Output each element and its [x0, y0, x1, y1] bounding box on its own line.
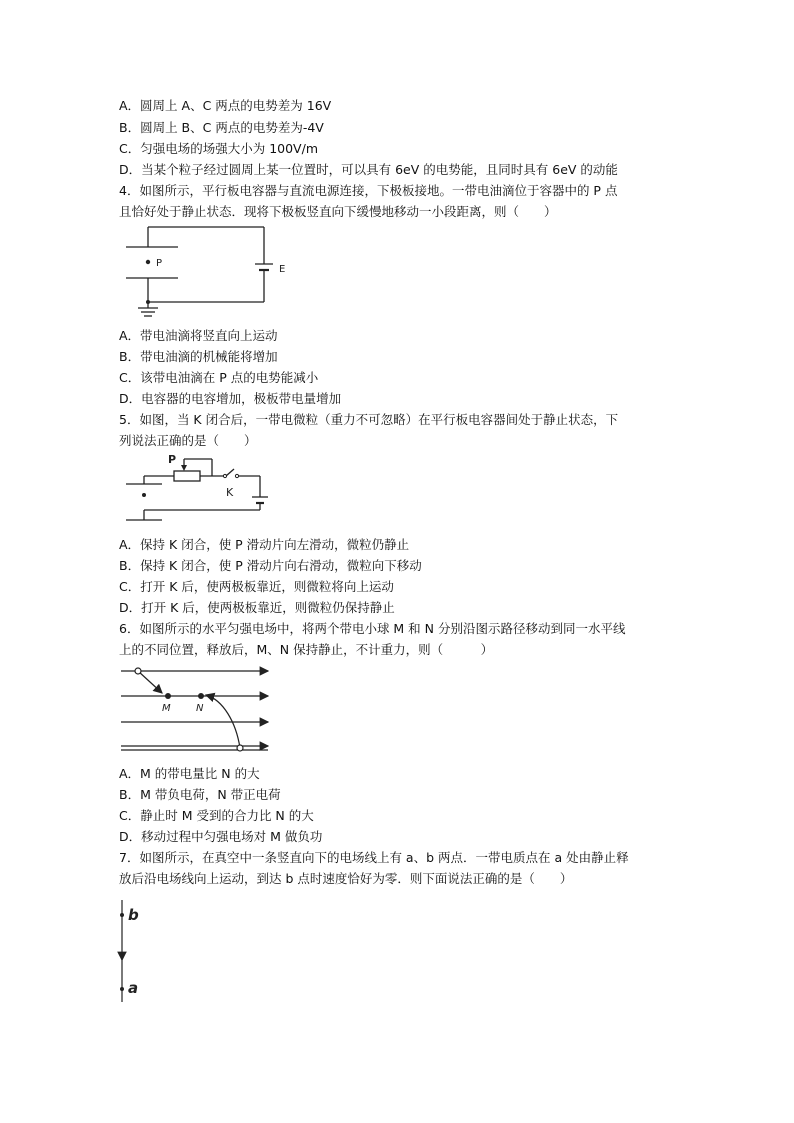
q7-label-a: a [128, 979, 139, 997]
q6-label-n: N [196, 703, 204, 714]
q4-option-c: C．该带电油滴在 P 点的电势能减小 [119, 370, 319, 385]
q4-stem-line2: 且恰好处于静止状态．现将下极板竖直向下缓慢地移动一小段距离，则（ ） [119, 204, 557, 219]
q7-label-b: b [128, 906, 139, 924]
q5-circuit-figure [118, 453, 278, 528]
q3-option-d: D．当某个粒子经过圆周上某一位置时，可以具有 6eV 的电势能，且同时具有 6eV 的动能 [119, 162, 618, 177]
q6-label-m: M [162, 703, 171, 714]
q4-option-d: D．电容器的电容增加，极板带电量增加 [119, 391, 342, 406]
q7-stem-line1: 7．如图所示，在真空中一条竖直向下的电场线上有 a、b 两点．一带电质点在 a 处由静止释 [119, 850, 629, 865]
q6-option-d: D．移动过程中匀强电场对 M 做负功 [119, 829, 323, 844]
q3-option-a: A．圆周上 A、C 两点的电势差为 16V [119, 98, 332, 113]
q5-stem-line2: 列说法正确的是（ ） [119, 433, 257, 448]
q3-option-c: C．匀强电场的场强大小为 100V/m [119, 141, 318, 156]
oil-drop-point [146, 260, 150, 264]
q5-option-c: C．打开 K 后，使两极板靠近，则微粒将向上运动 [119, 579, 394, 594]
q5-option-b: B．保持 K 闭合，使 P 滑动片向右滑动，微粒向下移动 [119, 558, 422, 573]
q4-option-a: A．带电油滴将竖直向上运动 [119, 328, 278, 343]
q5-option-a: A．保持 K 闭合，使 P 滑动片向左滑动，微粒仍静止 [119, 537, 410, 552]
q5-option-d: D．打开 K 后，使两极板靠近，则微粒仍保持静止 [119, 600, 395, 615]
q3-option-b: B．圆周上 B、C 两点的电势差为-4V [119, 120, 324, 135]
q7-field-line-figure [115, 898, 165, 1006]
q4-capacitor-circuit-figure [118, 224, 293, 320]
q6-stem-line2: 上的不同位置，释放后，M、N 保持静止，不计重力，则（ ） [119, 642, 494, 657]
q5-label-k: K [226, 486, 234, 499]
q6-electric-field-figure [118, 662, 273, 756]
q4-option-b: B．带电油滴的机械能将增加 [119, 349, 278, 364]
q6-option-b: B．M 带负电荷，N 带正电荷 [119, 787, 281, 802]
q4-label-e: E [279, 264, 286, 275]
q4-stem-line1: 4．如图所示，平行板电容器与直流电源连接，下极板接地。一带电油滴位于容器中的 P 点 [119, 183, 618, 198]
q7-stem-line2: 放后沿电场线向上运动，到达 b 点时速度恰好为零．则下面说法正确的是（ ） [119, 871, 573, 886]
q4-label-p: P [156, 258, 163, 269]
q5-stem-line1: 5．如图，当 K 闭合后，一带电微粒（重力不可忽略）在平行板电容器间处于静止状态，下 [119, 412, 619, 427]
q6-option-c: C．静止时 M 受到的合力比 N 的大 [119, 808, 314, 823]
q6-option-a: A．M 的带电量比 N 的大 [119, 766, 260, 781]
q5-label-p: P [168, 453, 177, 466]
q6-stem-line1: 6．如图所示的水平匀强电场中，将两个带电小球 M 和 N 分别沿图示路径移动到同一水平线 [119, 621, 626, 636]
